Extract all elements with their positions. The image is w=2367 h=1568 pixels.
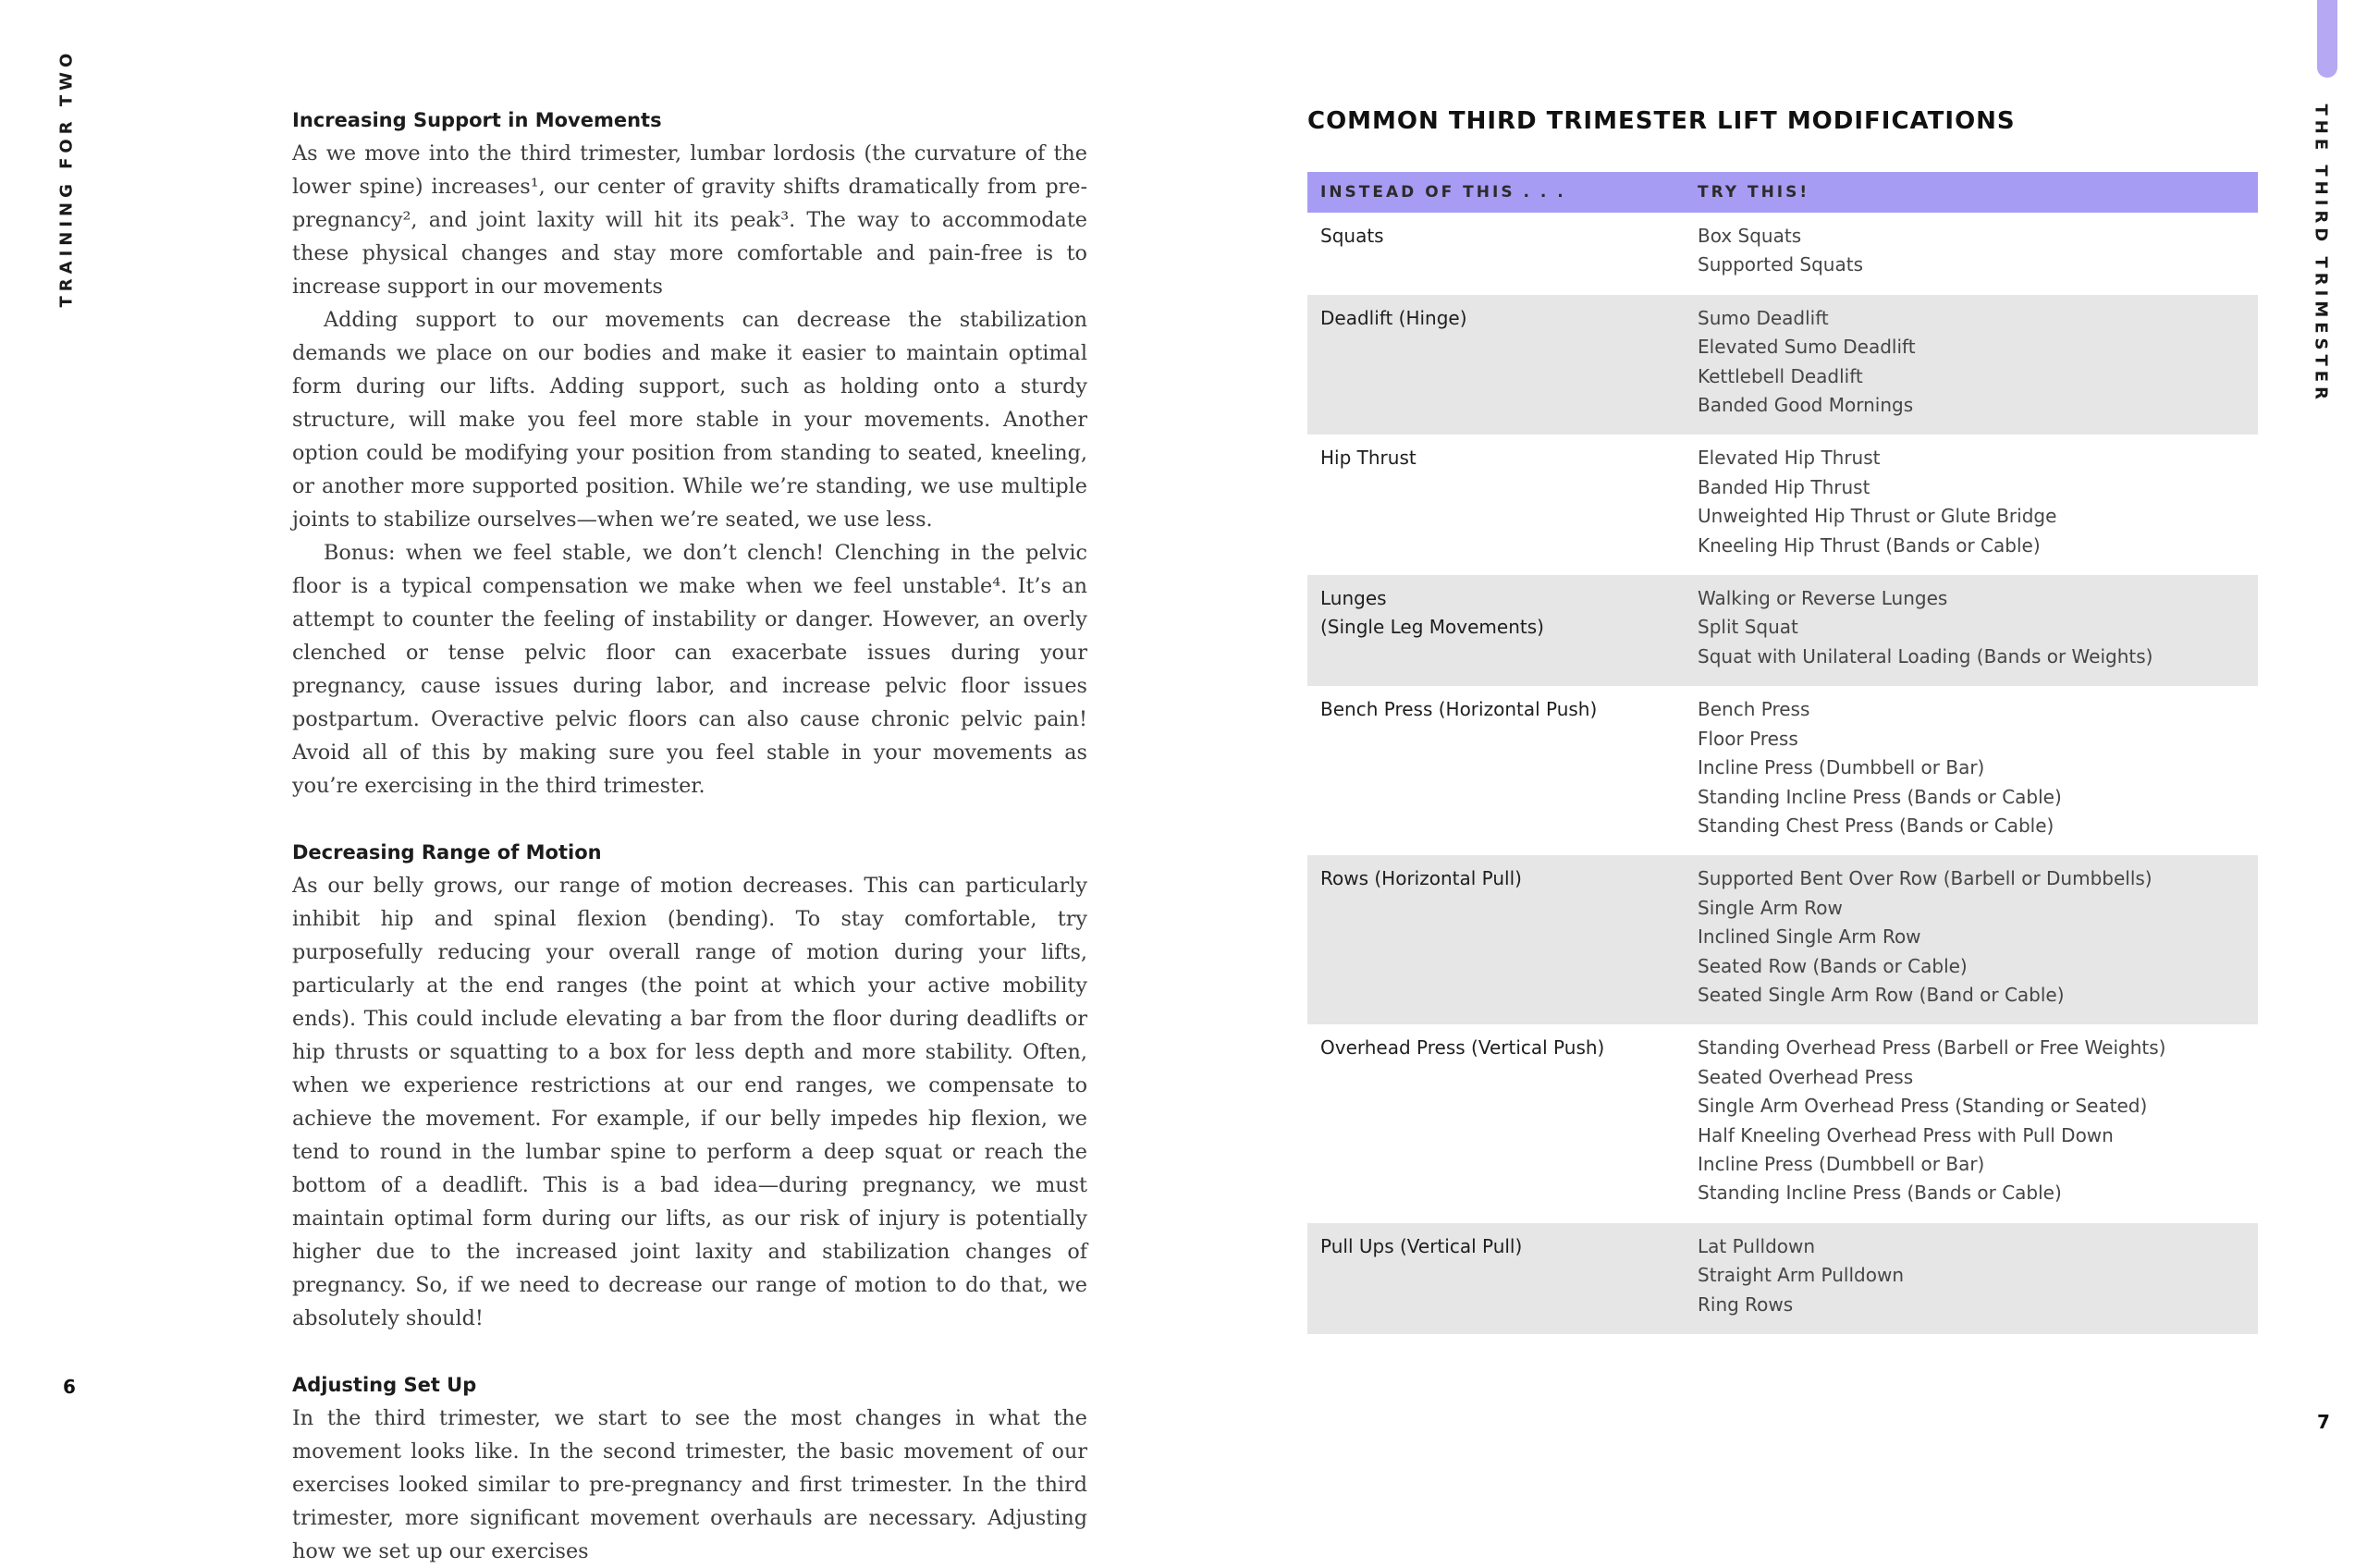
original-exercise: Overhead Press (Vertical Push) — [1320, 1036, 1605, 1060]
instead-cell — [1307, 1232, 1698, 1319]
alternative-exercise: Kneeling Hip Thrust (Bands or Cable) — [1698, 533, 2041, 557]
paragraph: As our belly grows, our range of motion decreases. This can particularly inhibit hip and spinal flexion (bending). To stay comfortable, try purposefully reducing your overall range of motion during your lifts, particularly at the end ranges (the point at which your active mobility ends). This could include elevating a bar from the floor during deadlifts or hip thrusts or squatting to a box for less depth and more stability. Often, when we experience restrictions at our end ranges, we compensate to achieve the movement. For example, if our belly impedes hip flexion, we tend to round in the lumbar spine to perform a deep squat or reach the bottom of a deadlift. This is a bad idea—during pregnancy, we must maintain optimal form during our lifts, as our risk of injury is potentially higher due to the increased joint laxity and stabilization changes of pregnancy. So, if we need to decrease our range of motion to do that, we absolutely should! — [292, 874, 1087, 1330]
instead-cell — [1307, 304, 1698, 421]
alternative-exercise: Floor Press — [1698, 727, 1798, 750]
running-head-left — [56, 48, 77, 308]
alternative-exercise: Box Squats — [1698, 225, 1802, 247]
alternative-exercise: Bench Press — [1698, 698, 1810, 721]
table-row — [1307, 1024, 2258, 1222]
instead-cell — [1307, 222, 1698, 280]
table-row — [1307, 686, 2258, 855]
table-body — [1307, 213, 2258, 1334]
try-cell — [1698, 695, 2062, 840]
page-number-right: 7 — [2317, 1411, 2330, 1433]
chapter-tab-marker — [2317, 0, 2337, 78]
alternative-exercise: Half Kneeling Overhead Press with Pull Down — [1698, 1123, 2114, 1146]
table-row — [1307, 855, 2258, 1024]
alternative-exercise: Seated Single Arm Row (Band or Cable) — [1698, 983, 2065, 1006]
original-exercise: Rows (Horizontal Pull) — [1320, 867, 1522, 890]
alternative-exercise: Seated Row (Bands or Cable) — [1698, 954, 1968, 977]
instead-cell — [1307, 864, 1698, 1010]
running-head-right-text: THE THIRD TRIMESTER — [2311, 104, 2331, 404]
alternative-exercise: Elevated Hip Thrust — [1698, 447, 1881, 470]
instead-cell — [1307, 695, 1698, 840]
alternative-exercise: Banded Hip Thrust — [1698, 475, 1870, 498]
alternative-exercise: Incline Press (Dumbbell or Bar) — [1698, 756, 1985, 779]
alternative-exercise: Supported Bent Over Row (Barbell or Dumbbells) — [1698, 867, 2152, 890]
alternative-exercise: Squat with Unilateral Loading (Bands or Weights) — [1698, 644, 2153, 668]
original-exercise: Deadlift (Hinge) — [1320, 306, 1467, 329]
alternative-exercise: Single Arm Overhead Press (Standing or Seated) — [1698, 1095, 2148, 1118]
original-exercise: Hip Thrust — [1320, 447, 1417, 470]
running-head-left-text: TRAINING FOR TWO — [56, 48, 77, 308]
paragraph: Bonus: when we feel stable, we don’t clench! Clenching in the pelvic floor is a typical compensation we make when we feel unstable⁴. It’s an attempt to counter the feeling of instability or danger. However, an overly clenched or tense pelvic floor can exacerbate issues during your pregnancy, cause issues during labor, and increase pelvic floor issues postpartum. Overactive pelvic floors can also cause chronic pelvic pain! Avoid all of this by making sure you feel stable in your movements as you’re exercising in the third trimester. — [292, 541, 1087, 798]
original-exercise: (Single Leg Movements) — [1320, 616, 1544, 639]
try-cell — [1698, 1232, 1904, 1319]
table-row — [1307, 575, 2258, 686]
alternative-exercise: Straight Arm Pulldown — [1698, 1264, 1904, 1287]
alternative-exercise: Sumo Deadlift — [1698, 306, 1829, 329]
running-head-right — [2311, 104, 2331, 404]
alternative-exercise: Banded Good Mornings — [1698, 394, 1914, 417]
alternative-exercise: Unweighted Hip Thrust or Glute Bridge — [1698, 505, 2057, 528]
alternative-exercise: Split Squat — [1698, 616, 1798, 639]
table-row — [1307, 213, 2258, 295]
table-row — [1307, 295, 2258, 435]
try-cell — [1698, 444, 2056, 560]
table-header-row — [1307, 172, 2258, 213]
original-exercise: Bench Press (Horizontal Push) — [1320, 698, 1598, 721]
section-heading: Adjusting Set Up — [292, 1374, 477, 1396]
table-row — [1307, 435, 2258, 575]
alternative-exercise: Incline Press (Dumbbell or Bar) — [1698, 1152, 1985, 1175]
body-text-column — [292, 104, 1087, 1568]
alternative-exercise: Elevated Sumo Deadlift — [1698, 336, 1916, 359]
alternative-exercise: Standing Chest Press (Bands or Cable) — [1698, 814, 2054, 837]
alternative-exercise: Inclined Single Arm Row — [1698, 925, 1921, 949]
alternative-exercise: Single Arm Row — [1698, 896, 1843, 919]
page-number-left: 6 — [63, 1376, 76, 1398]
alternative-exercise: Standing Overhead Press (Barbell or Free Weights) — [1698, 1036, 2166, 1060]
table-title: COMMON THIRD TRIMESTER LIFT MODIFICATIONS — [1307, 107, 2016, 135]
try-cell — [1698, 864, 2152, 1010]
try-cell — [1698, 304, 1916, 421]
instead-cell — [1307, 584, 1698, 671]
modifications-table — [1307, 172, 2258, 1334]
paragraph: In the third trimester, we start to see the most changes in what the movement looks like. In the second trimester, the basic movement of our exercises looked similar to pre-pregnancy and first trimester. In the third trimester, more significant movement overhauls are necessary. Adjusting how we set up our exercises — [292, 1406, 1087, 1563]
instead-cell — [1307, 1034, 1698, 1207]
column-header-try: TRY THIS! — [1698, 183, 1810, 202]
try-cell — [1698, 1034, 2165, 1207]
alternative-exercise: Standing Incline Press (Bands or Cable) — [1698, 785, 2062, 808]
table-row — [1307, 1223, 2258, 1334]
column-header-instead: INSTEAD OF THIS . . . — [1320, 183, 1566, 202]
instead-cell — [1307, 444, 1698, 560]
try-cell — [1698, 584, 2152, 671]
try-cell — [1698, 222, 1863, 280]
paragraph: As we move into the third trimester, lumbar lordosis (the curvature of the lower spine) increases¹, our center of gravity shifts dramatically from pre-pregnancy², and joint laxity will hit its peak³. The way to accommodate these physical changes and stay more comfortable and pain-free is to increase support in our movements — [292, 141, 1087, 299]
alternative-exercise: Lat Pulldown — [1698, 1234, 1816, 1257]
alternative-exercise: Kettlebell Deadlift — [1698, 364, 1863, 387]
alternative-exercise: Walking or Reverse Lunges — [1698, 587, 1948, 610]
original-exercise: Pull Ups (Vertical Pull) — [1320, 1234, 1523, 1257]
alternative-exercise: Ring Rows — [1698, 1292, 1794, 1316]
alternative-exercise: Standing Incline Press (Bands or Cable) — [1698, 1182, 2062, 1205]
paragraph: Adding support to our movements can decrease the stabilization demands we place on our bodies and make it easier to maintain optimal form during our lifts. Adding support, such as holding onto a sturdy structure, will make you feel more stable in your movements. Another option could be modifying your position from standing to seated, kneeling, or another more supported position. While we’re standing, we use multiple joints to stabilize ourselves—when we’re seated, we use less. — [292, 308, 1087, 532]
section-heading: Decreasing Range of Motion — [292, 841, 602, 864]
original-exercise: Lunges — [1320, 587, 1387, 610]
alternative-exercise: Seated Overhead Press — [1698, 1065, 1914, 1088]
alternative-exercise: Supported Squats — [1698, 253, 1864, 276]
section-heading: Increasing Support in Movements — [292, 109, 662, 131]
original-exercise: Squats — [1320, 225, 1384, 247]
